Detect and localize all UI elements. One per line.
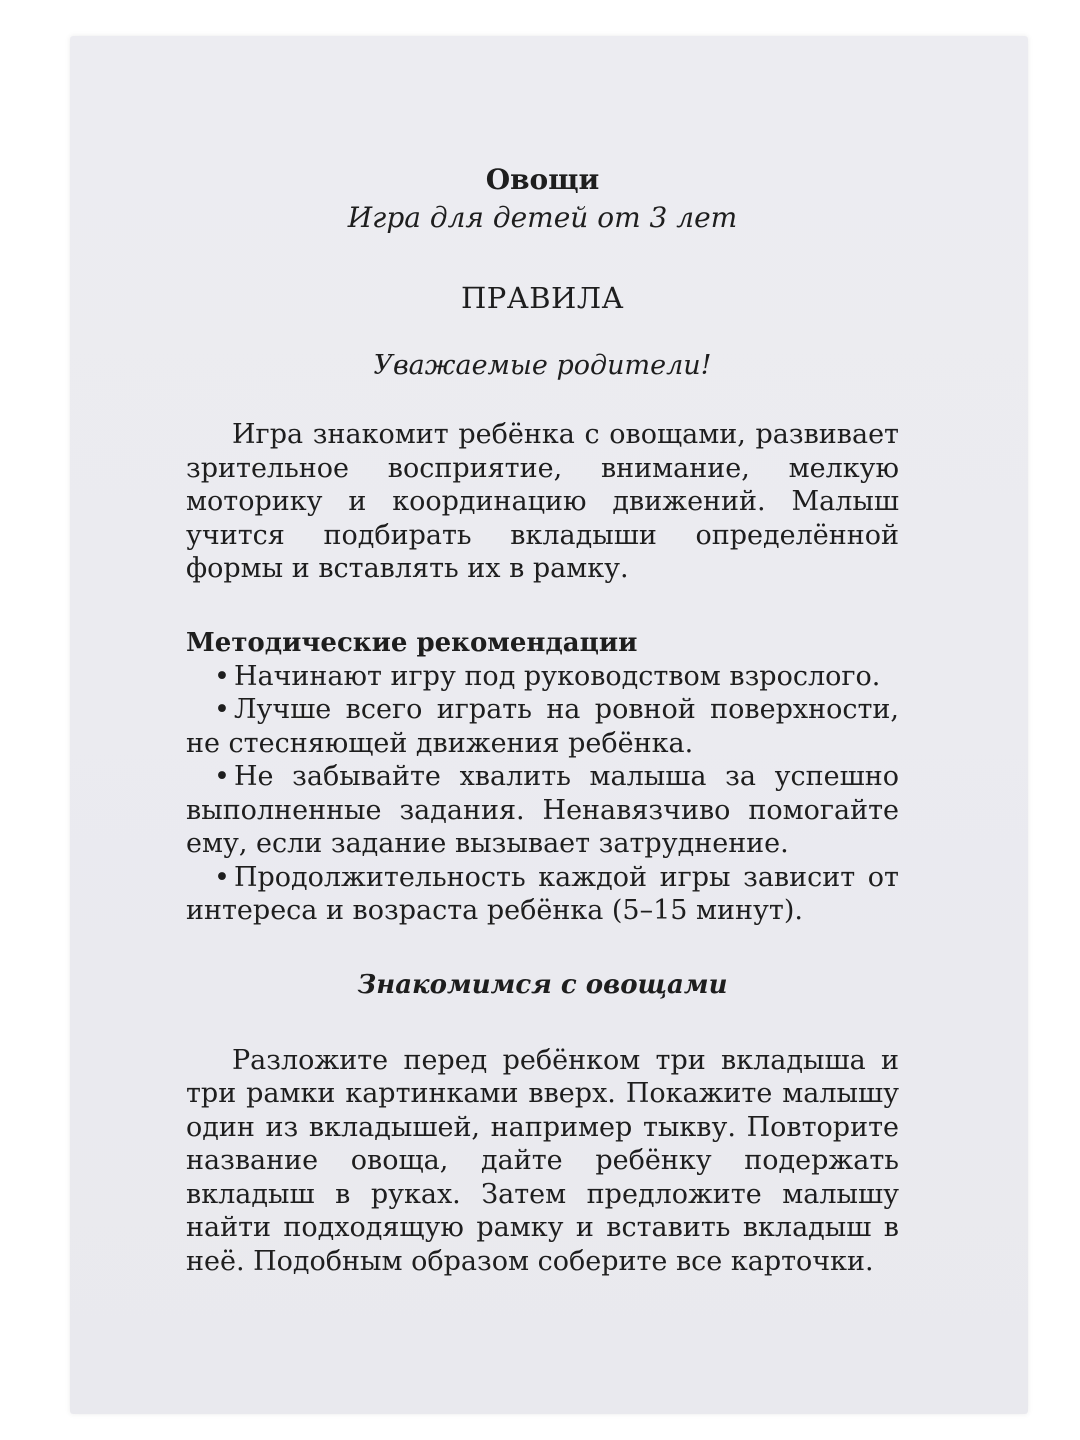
- document-title: Овощи: [485, 163, 600, 196]
- bullet-icon: •: [214, 660, 230, 692]
- greeting: Уважаемые родители!: [373, 350, 712, 381]
- recommendation-text: Лучше всего играть на ровной поверхности, не стесняющей движения ребёнка.: [186, 694, 899, 759]
- recommendation-item: [186, 760, 899, 861]
- recommendation-text: Не забывайте хвалить малыша за успешно выполненные задания. Ненавязчиво помогайте ему, если задание вызывает затруднение.: [186, 761, 899, 859]
- game-paragraph: Разложите перед ребёнком три вкладыша и три рамки картинками вверх. Покажите малышу один из вкладышей, например тыкву. Повторите название овоща, дайте ребёнку подержать вкладыш в руках. Затем предложите малышу найти подходящую рамку и вставить вкладыш в неё. Подобным образом соберите все карточки.: [186, 1044, 899, 1277]
- bullet-icon: •: [214, 694, 230, 725]
- document-subtitle: Игра для детей от 3 лет: [347, 201, 738, 234]
- recommendation-text: Продолжительность каждой игры зависит от интереса и возраста ребёнка (5–15 минут).: [186, 861, 899, 926]
- intro-paragraph: Игра знакомит ребёнка с овощами, развивает зрительное восприятие, внимание, мелкую моторику и координацию движений. Малыш учится подбирать вкладыши определённой формы и вставлять их в рамку.: [186, 419, 899, 584]
- bullet-icon: •: [214, 761, 230, 792]
- recommendation-item: [186, 693, 899, 760]
- recommendations-heading: Методические рекомендации: [186, 627, 638, 658]
- bullet-icon: •: [214, 861, 230, 893]
- game-heading: Знакомимся с овощами: [357, 969, 728, 1000]
- recommendation-text: Начинают игру под руководством взрослого.: [233, 660, 881, 692]
- recommendation-item: [186, 861, 899, 928]
- document-content: [186, 160, 899, 1278]
- recommendation-item: [186, 660, 899, 694]
- rules-heading: ПРАВИЛА: [460, 281, 625, 315]
